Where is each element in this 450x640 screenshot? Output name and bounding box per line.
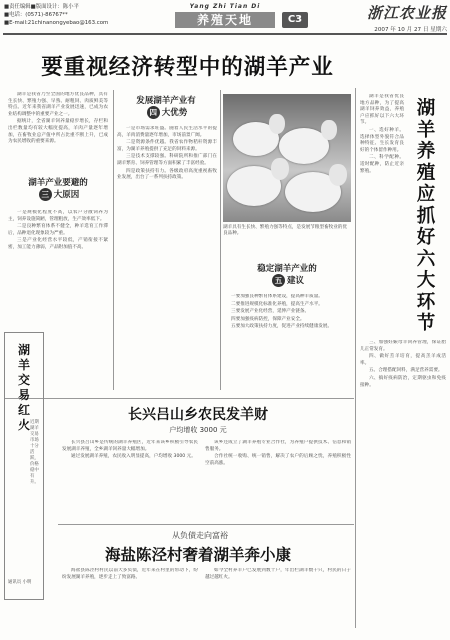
paragraph: 海盐县陈泾村村民以前大多负债，近年来在村里的带动下，纷纷发展湖羊养殖，逐步走上了致富路。 — [62, 568, 198, 580]
paragraph: 五要加大政策扶持力度，促进产业持续健康发展。 — [231, 324, 333, 330]
paragraph: 六、搞好疫病防治，定期驱虫和免疫接种。 — [360, 375, 446, 388]
paragraph: 二要推进规模化标准化养殖，提高生产水平。 — [231, 301, 323, 307]
paragraph: 四是政策扶持有力。各级政府高度重视畜牧业发展，出台了一系列扶持政策。 — [117, 168, 217, 181]
section-pinyin: Yang Zhi Tian Di — [189, 3, 261, 10]
column-divider — [220, 90, 221, 390]
subhead-measures: 稳定湖羊产业的 五 建议 — [257, 264, 317, 286]
paragraph: 五、合理搭配饲料，满足营养需要。 — [369, 368, 443, 374]
paragraph: 四要加强疫病防控，保障产业安全。 — [231, 316, 305, 322]
section-divider — [4, 398, 354, 399]
paragraph: 二是良种繁育体系不健全，种羊选育工作滞后，品种退化现象较为严重。 — [8, 224, 108, 236]
paragraph: 湖羊是我省乃至全国的地方优良品种，具有生长快、繁殖力强、早熟、耐粗饲、肉质鲜美等特点。近年来我省湖羊产业发展迅速，已成为农业结构调整中的重要产业之一。 — [8, 92, 108, 117]
section-divider — [58, 524, 354, 525]
header-phone-line: ■电话：(0571)-86767** — [4, 12, 68, 18]
side-headline: 湖 羊 养 殖 应 抓 好 六 大 环 节 — [416, 98, 436, 334]
article-col-advantages — [117, 126, 217, 392]
paragraph: 一、选好种羊。选择体型外貌符合品种特征、生长发育良好的个体留作种用。 — [360, 127, 404, 153]
paragraph: 长兴县吕山乡是传统的湖羊养殖区，近年来该乡积极引导农民发展湖羊养殖，全乡湖羊饲养量大幅增加。 — [62, 440, 198, 452]
page-tag: C3 — [282, 12, 308, 28]
photo-caption: 湖羊具有生长快、繁殖力强等特点，是发展节粮型畜牧业的优良品种。 — [223, 225, 348, 237]
article-col-six-steps-intro — [360, 94, 404, 324]
paragraph: 该乡还成立了湖羊养殖专业合作社，为养殖户提供技术、信息和销售服务。 — [205, 440, 351, 452]
paragraph: 三是技术支撑较强。科研院所和推广部门在湖羊繁育、饲养管理等方面积累了丰富经验。 — [117, 154, 217, 166]
masthead — [325, 2, 447, 33]
subhead-number-badge: 五 — [272, 274, 285, 287]
header-editor-line: ■责任编辑■版面设计：陈小平 — [4, 4, 79, 10]
paragraph: 三、加强妊娠母羊饲养管理，保证胎儿正常发育。 — [360, 340, 446, 352]
issue-date: 2007 年 10 月 27 日 星期六 — [374, 27, 447, 33]
paragraph: 据统计，全省湖羊饲养量稳步增长，存栏和出栏数量均有较大幅度提高，羊肉产量逐年增加，在畜牧业总产值中所占比重不断上升，已成为农民增收的重要来源。 — [8, 119, 108, 145]
article2-headline: 长兴吕山乡农民发羊财 — [128, 407, 268, 423]
sheep-photo — [223, 94, 351, 222]
header-info — [4, 3, 164, 27]
article3-col-a — [62, 568, 198, 630]
subhead-number-badge: 三 — [39, 188, 52, 201]
paragraph: 通过发展湖羊养殖，农民收入明显提高，户均增收 3000 元。 — [71, 454, 196, 460]
article2-col-b — [205, 440, 351, 520]
paragraph: 一是规模化程度不高，以农户分散饲养为主，饲养设施简陋，管理粗放，生产效率低下。 — [8, 210, 108, 222]
paragraph: 二、科学配种。适时配种，防止近亲繁殖。 — [360, 155, 404, 174]
article3-col-b — [205, 568, 351, 630]
paragraph: 三是产业化经营水平较低，产销衔接不紧密，加工能力薄弱，产品附加值不高。 — [8, 238, 108, 250]
paragraph: 三要发展产业化经营，延伸产业链条。 — [231, 309, 310, 315]
section-title: 养殖天地 — [175, 12, 275, 28]
subhead-advantages: 发展湖羊产业有 四 大优势 — [136, 96, 196, 118]
article-col-six-steps — [360, 340, 446, 632]
column-divider — [355, 88, 356, 628]
article3-headline: 海盐陈泾村奢着湖羊奔小康 — [104, 545, 291, 564]
paragraph: 二是资源条件优越。我省农作物秸秆资源丰富，为湖羊养殖提供了充足的饲料来源。 — [117, 140, 217, 152]
header-divider — [3, 33, 447, 35]
paragraph: 如今全村养羊户已发展到数十户，年出栏湖羊数千只，村民的日子越过越红火。 — [205, 568, 351, 580]
article3-subhead: 从负债走向富裕 — [172, 531, 228, 540]
section-banner — [175, 3, 275, 31]
article-col-measures — [222, 294, 350, 392]
masthead-logo: 浙江农业报 — [366, 4, 447, 22]
box-author: 通讯员 小明 — [8, 580, 32, 585]
subhead-problems: 湖羊产业要避的 三 大原因 — [28, 178, 88, 200]
paragraph: 湖羊是我省优良地方品种，为了提高湖羊饲养效益，养殖户应抓好以下六大环节。 — [360, 94, 404, 126]
subhead-number-badge: 四 — [147, 106, 160, 119]
article2-subhead: 户均增收 3000 元 — [169, 426, 227, 434]
column-divider — [113, 90, 114, 390]
article-col-intro — [8, 92, 108, 168]
main-headline: 要重视经济转型中的湖羊产业 — [41, 55, 334, 80]
paragraph: 四、做好羔羊培育，提高羔羊成活率。 — [360, 354, 446, 366]
article2-col-a — [62, 440, 198, 520]
box-title: 湖 羊 交 易 红 火 — [17, 343, 30, 432]
box-body: 近期湖羊交易市场十分活跃，价格稳中有升。 — [30, 420, 39, 485]
paragraph: 一要加强良种繁育体系建设，提高种羊质量。 — [231, 294, 323, 299]
header-email-line: ■E-mail:21chinanongyebao@163.com — [4, 20, 109, 26]
paragraph: 一是市场需求旺盛。随着人民生活水平的提高，羊肉消费量逐年增加，市场前景广阔。 — [117, 126, 217, 138]
paragraph: 合作社统一收购、统一销售，解决了农户的后顾之忧，养殖积极性空前高涨。 — [205, 454, 351, 466]
